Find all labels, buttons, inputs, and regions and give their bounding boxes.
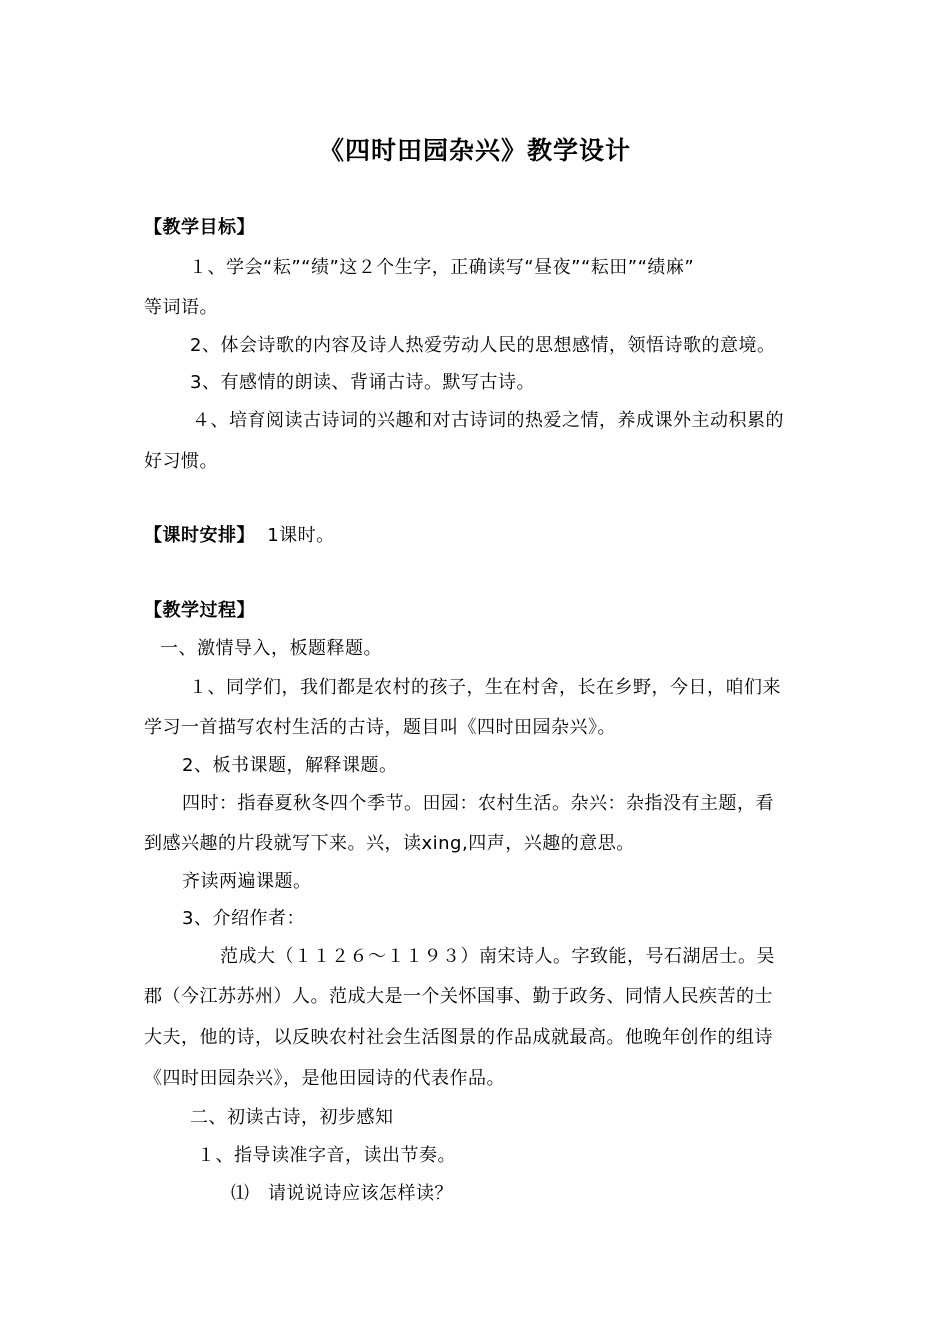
process-p4: 齐读两遍课题。 <box>182 871 312 892</box>
author-bio-line-4: 《四时田园杂兴》，是他田园诗的代表作品。 <box>144 1068 505 1089</box>
goals-heading: 【教学目标】 <box>144 217 255 238</box>
process-p3-line-2: 到感兴趣的片段就写下来。兴，读xing,四声，兴趣的意思。 <box>144 833 635 854</box>
goal-item-1-line-1: １、学会“耘”“绩”这２个生字，正确读写“昼夜”“耘田”“绩麻” <box>189 257 695 278</box>
schedule-row <box>144 524 335 548</box>
goal-item-4-line-2: 好习惯。 <box>144 451 218 472</box>
process-p1-line-1: １、同学们，我们都是农村的孩子，生在村舍，长在乡野，今日，咱们来 <box>189 677 781 698</box>
process-heading: 【教学过程】 <box>144 600 255 621</box>
process-p5: 3、介绍作者： <box>182 908 305 929</box>
schedule-heading: 【课时安排】 <box>144 525 255 546</box>
process-p6: １、指导读准字音，读出节奏。 <box>197 1145 456 1166</box>
goal-item-4-line-1: ４、培育阅读古诗词的兴趣和对古诗词的热爱之情，养成课外主动积累的 <box>192 410 784 431</box>
process-p2: 2、板书课题，解释课题。 <box>182 755 398 776</box>
process-part-2-heading: 二、初读古诗，初步感知 <box>190 1107 394 1128</box>
author-bio-line-2: 郡（今江苏苏州）人。范成大是一个关怀国事、勤于政务、同情人民疾苦的士 <box>144 986 773 1007</box>
author-bio-line-3: 大夫，他的诗，以反映农村社会生活图景的作品成就最高。他晚年创作的组诗 <box>144 1027 773 1048</box>
author-bio-line-1: 范成大（１１２６～１１９３）南宋诗人。字致能，号石湖居士。吴 <box>220 946 775 967</box>
process-p7: ⑴ 请说说诗应该怎样读？ <box>231 1183 453 1204</box>
process-p3-line-1: 四时：指春夏秋冬四个季节。田园：农村生活。杂兴：杂指没有主题，看 <box>182 793 774 814</box>
process-part-1-heading: 一、激情导入，板题释题。 <box>160 638 382 659</box>
process-p1-line-2: 学习一首描写农村生活的古诗，题目叫《四时田园杂兴》。 <box>144 717 616 738</box>
goal-item-1-line-2: 等词语。 <box>144 297 218 318</box>
schedule-value: 1课时。 <box>267 525 335 546</box>
goal-item-2: 2、体会诗歌的内容及诗人热爱劳动人民的思想感情，领悟诗歌的意境。 <box>190 335 776 356</box>
goal-item-3: 3、有感情的朗读、背诵古诗。默写古诗。 <box>190 372 535 393</box>
document-title: 《四时田园杂兴》教学设计 <box>318 136 631 165</box>
